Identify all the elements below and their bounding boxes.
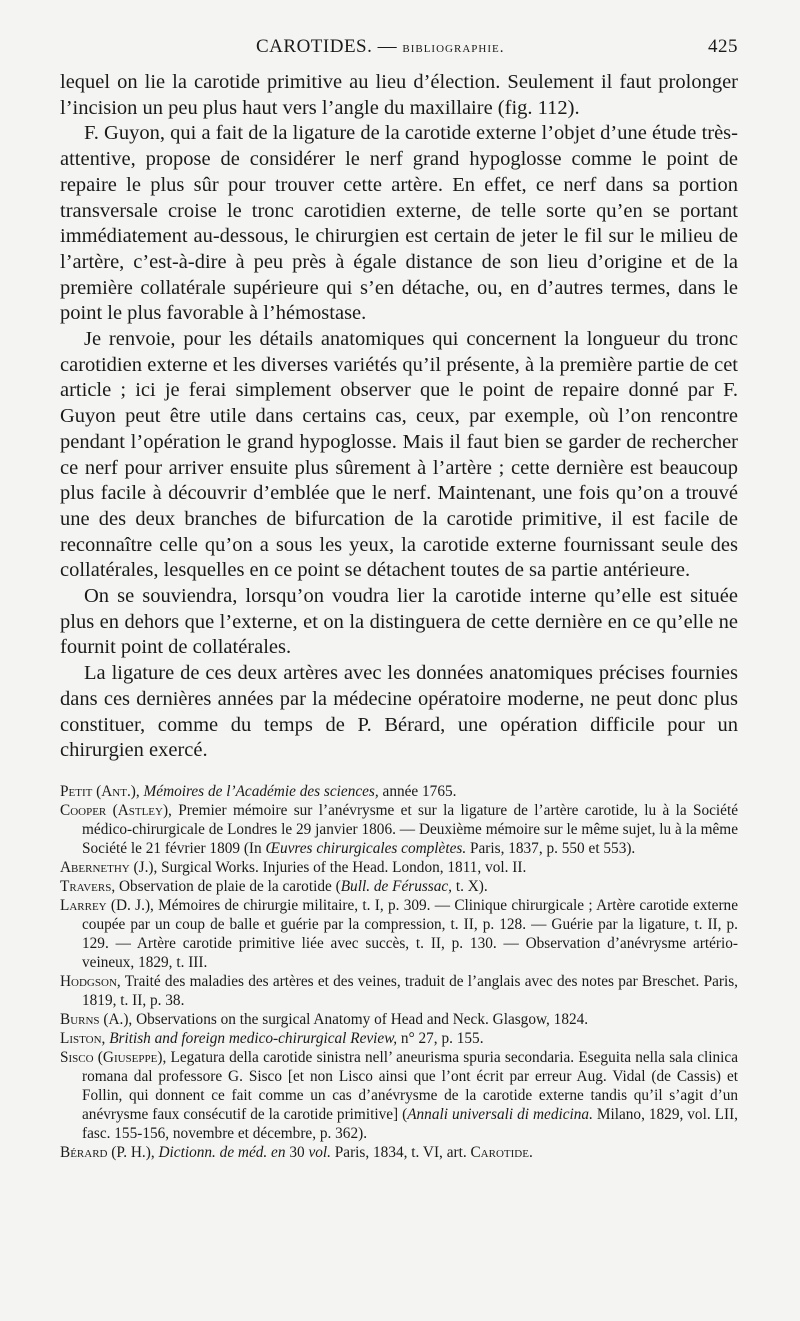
bibliography-text: t. X). [452, 877, 488, 895]
bibliography-text: n° 27, p. 155. [397, 1029, 484, 1047]
bibliography-text: Paris, 1834, t. VI, art. [330, 1143, 471, 1161]
bibliography-entry [60, 1010, 738, 1029]
bibliography-author: Larrey (D. J.), [60, 896, 154, 914]
bibliography-text: British and foreign medico-chirurgical Review, [109, 1029, 398, 1047]
body-text [60, 70, 738, 764]
bibliography-text: Observation de plaie de la carotide ( [115, 877, 341, 895]
bibliography-author: Travers, [60, 877, 116, 895]
bibliography-text: Traité des maladies des artères et des veines, traduit de l’anglais avec des notes par Breschet. Paris, 1819, t. II, p. 38. [82, 972, 738, 1009]
running-header [60, 36, 738, 70]
bibliography-entry [60, 896, 738, 972]
bibliography-text: Dictionn. de méd. en [158, 1143, 286, 1161]
bibliography-text: Bull. de Férussac, [340, 877, 453, 895]
bibliography-entry [60, 1029, 738, 1048]
bibliography-entry [60, 801, 738, 858]
bibliography-text: Carotide. [470, 1143, 533, 1161]
bibliography-entry [60, 1143, 738, 1162]
bibliography-text: Premier mémoire sur l’anévrysme et sur la ligature de l’artère carotide, lu à la Société médico-chirurgicale de Londres le 29 janvier 1806. — Deuxième mémoire sur le même sujet, lu à la même Société le 21 février 1809 (In [82, 801, 738, 857]
bibliography-text: vol. [308, 1143, 331, 1161]
bibliography [60, 782, 738, 1162]
bibliography-author: Abernethy (J.), [60, 858, 158, 876]
paragraph: La ligature de ces deux artères avec les données anatomiques précises fournies dans ces dernières années par la médecine opératoire moderne, ne peut donc plus constituer, comme du temps de P. Bérard, une opération difficile pour un chirurgien exercé. [60, 662, 738, 762]
bibliography-text: Mémoires de chirurgie militaire, t. I, p. 309. — Clinique chirurgicale ; Artère carotide externe coupée par un coup de balle et guérie par la compression, t. II, p. 128. — Guérie par la ligature, t. II, p. 129. — Artère carotide primitive liée avec succès, t. II, p. 130. — Observation d’anévrysme artério-veineux, 1829, t. III. [82, 896, 738, 971]
bibliography-author: Petit (Ant.), [60, 782, 140, 800]
bibliography-author: Sisco (Giuseppe), [60, 1048, 167, 1066]
bibliography-text: Observations on the surgical Anatomy of Head and Neck. Glasgow, 1824. [132, 1010, 589, 1028]
bibliography-entry [60, 1048, 738, 1143]
bibliography-entry [60, 972, 738, 1010]
bibliography-author: Cooper (Astley), [60, 801, 172, 819]
bibliography-text: Mémoires de l’Académie des sciences, [143, 782, 379, 800]
paragraph: On se souviendra, lorsqu’on voudra lier la carotide interne qu’elle est située plus en dehors que l’externe, et on la distinguera de cette dernière en ce qu’elle ne fournit point de collatérales. [60, 585, 738, 659]
running-title: CAROTIDES. — bibliographie. [256, 36, 505, 57]
paragraph: Je renvoie, pour les détails anatomiques qui concernent la longueur du tronc carotidien externe et les diverses variétés qu’il présente, à la première partie de cet article ; ici je ferai simplement observer que le point de repaire donné par F. Guyon peut être utile dans certains cas, ceux, par exemple, où l’on rencontre pendant l’opération le grand hypoglosse. Mais il faut bien se garder de rechercher ce nerf pour arriver ensuite plus sûrement à l’artère ; cette dernière est beaucoup plus facile à découvrir d’emblée que le nerf. Maintenant, une fois qu’on a trouvé une des deux branches de bifurcation de la carotide primitive, il est facile de reconnaître celle qu’on a sous les yeux, la carotide externe fournissant seule des collatérales, lesquelles en ce point se détachent toutes de sa partie antérieure. [60, 328, 738, 582]
bibliography-text: Milano, 1829, vol. LII, fasc. 155-156, novembre et décembre, p. 362). [82, 1105, 738, 1142]
page-number: 425 [708, 36, 738, 57]
bibliography-text: 30 [285, 1143, 309, 1161]
bibliography-text: Surgical Works. Injuries of the Head. London, 1811, vol. II. [157, 858, 527, 876]
paragraph: lequel on lie la carotide primitive au lieu d’élection. Seulement il faut prolonger l’incision un peu plus haut vers l’angle du maxillaire (fig. 112). [60, 71, 738, 119]
bibliography-author: Hodgson, [60, 972, 121, 990]
bibliography-text: Œuvres chirurgicales complètes. [265, 839, 467, 857]
bibliography-text: Paris, 1837, p. 550 et 553). [466, 839, 636, 857]
bibliography-entry [60, 877, 738, 896]
bibliography-text: Legatura della carotide sinistra nell’ aneurisma spuria secondaria. Eseguita nella sala clinica romana dal professore G. Sisco [et non Lisco ainsi que l’ont écrit par erreur Aug. Vidal (de Cassis) et Follin, qui donnent ce fait comme un cas d’anévrysme de la carotide externe tandis qu’il s’agit d’un anévrysme faux consécutif de la carotide primitive] ( [82, 1048, 739, 1123]
bibliography-text: Annali universali di medicina. [407, 1105, 593, 1123]
paragraph: F. Guyon, qui a fait de la ligature de la carotide externe l’objet d’une étude très-attentive, propose de considérer le nerf grand hypoglosse comme le point de repaire le plus sûr pour trouver cette artère. En effet, ce nerf dans sa portion transversale croise le tronc carotidien externe, de telle sorte qu’en se portant immédiatement au-dessous, le chirurgien est certain de jeter le fil sur le milieu de l’artère, c’est-à-dire à peu près à égale distance de son lieu d’origine et de la première collatérale supérieure qui s’en détache, ou, en d’autres termes, dans le point le plus favorable à l’hémostase. [60, 122, 738, 325]
bibliography-author: Liston, [60, 1029, 106, 1047]
bibliography-text: année 1765. [378, 782, 457, 800]
bibliography-author: Bérard (P. H.), [60, 1143, 155, 1161]
running-section: bibliographie. [402, 40, 505, 56]
bibliography-entry [60, 782, 738, 801]
bibliography-author: Burns (A.), [60, 1010, 133, 1028]
bibliography-entry [60, 858, 738, 877]
